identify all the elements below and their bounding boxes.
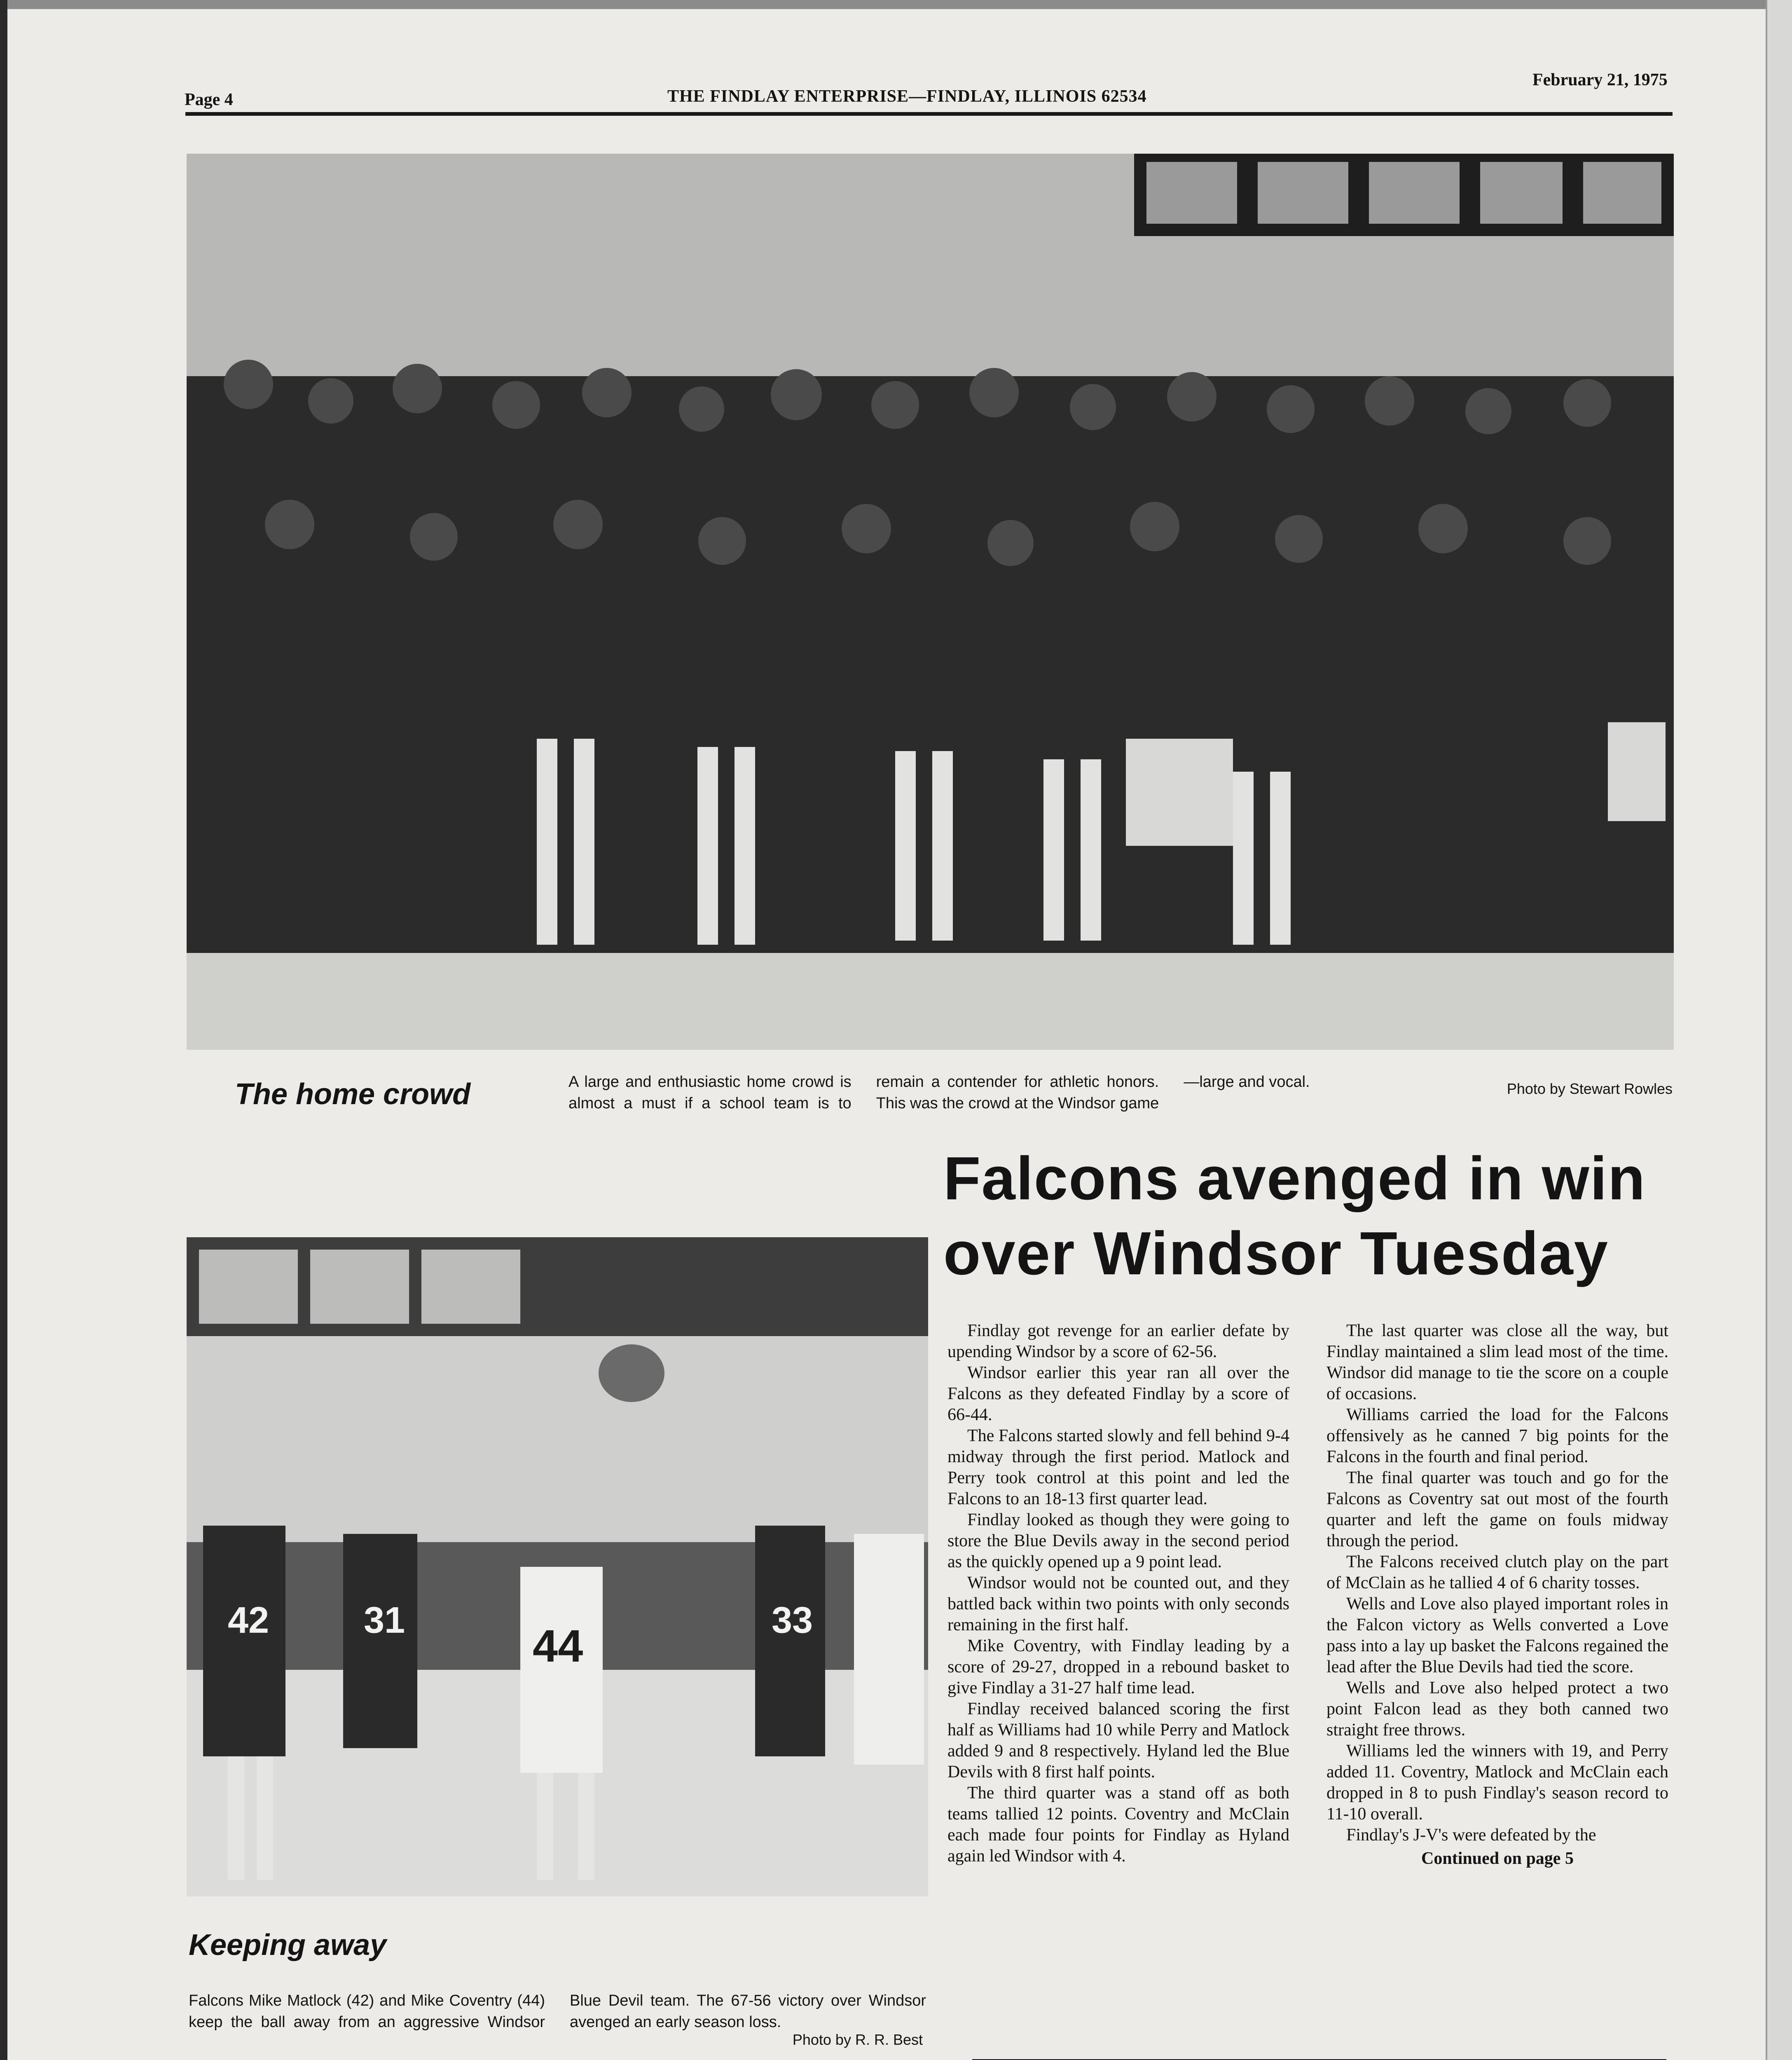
masthead-rule: [185, 112, 1673, 116]
col2-paragraph: The final quarter was touch and go for the Falcons as Coventry sat out most of the fourth quarter and left the game on fouls midway through the period.: [1326, 1468, 1668, 1550]
page-right-edge: [1766, 0, 1792, 2060]
col1-paragraph: Mike Coventry, with Findlay leading by a score of 29-27, dropped in a rebound basket to give Findlay a 31-27 half time lead.: [947, 1636, 1289, 1697]
headline-line-1: Falcons avenged in win: [943, 1145, 1646, 1213]
col1-paragraph: Windsor earlier this year ran all over the Falcons as they defeated Findlay by a score of 66-44.: [947, 1363, 1289, 1424]
paper-name: THE FINDLAY ENTERPRISE—FINDLAY, ILLINOIS 62534: [667, 87, 1147, 106]
col2-paragraph: Findlay's J-V's were defeated by the: [1346, 1826, 1596, 1845]
page-number: Page 4: [185, 90, 233, 109]
col2-paragraph: The last quarter was close all the way, but Findlay maintained a slim lead most of the time. Windsor did manage to tie the score on a couple of occasions.: [1326, 1321, 1668, 1403]
col2-paragraph: Wells and Love also helped protect a two point Falcon lead as they both canned two straight free throws.: [1326, 1678, 1668, 1739]
headline-line-2: over Windsor Tuesday: [943, 1220, 1609, 1288]
col2-paragraph: Wells and Love also played important roles in the Falcon victory as Wells converted a Love pass into a lay up basket the Falcons regained the lead after the Blue Devils had tied the score.: [1326, 1594, 1668, 1676]
jersey-number-c: 33: [772, 1600, 813, 1641]
home-crowd-credit: Photo by Stewart Rowles: [1507, 1080, 1673, 1097]
col2-paragraph: The Falcons received clutch play on the part of McClain as he tallied 4 of 6 charity tosses.: [1326, 1552, 1668, 1592]
article-column-1: [947, 1320, 1289, 1867]
keeping-away-photo: [187, 1237, 928, 1896]
page-left-edge: [0, 0, 7, 2060]
home-crowd-title: The home crowd: [235, 1078, 471, 1111]
page-top-edge: [0, 0, 1792, 9]
col1-paragraph: Findlay received balanced scoring the first half as Williams had 10 while Perry and Matlock added 9 and 8 respectively. Hyland led the Blue Devils with 8 first half points.: [947, 1700, 1289, 1781]
jersey-number-a: 42: [228, 1600, 269, 1641]
article-headline: [943, 1141, 1685, 1291]
col2-paragraph: Williams carried the load for the Falcons offensively as he canned 7 big points for the Falcons in the fourth and final period.: [1326, 1405, 1668, 1466]
keeping-away-credit: Photo by R. R. Best: [792, 2031, 923, 2048]
keeping-away-caption: Falcons Mike Matlock (42) and Mike Coventry (44) keep the ball away from an aggressive Windsor Blue Devil team. The 67-56 victory over Windsor avenged an early season loss.: [189, 1992, 926, 2031]
col1-paragraph: Findlay got revenge for an earlier defate by upending Windsor by a score of 62-56.: [947, 1321, 1289, 1361]
col1-paragraph: Windsor would not be counted out, and they battled back within two points with only seconds remaining in the first half.: [947, 1573, 1289, 1634]
article-column-2: [1326, 1320, 1668, 1869]
home-crowd-photo: [187, 154, 1674, 1050]
keeping-away-title: Keeping away: [189, 1929, 387, 1962]
col1-paragraph: The Falcons started slowly and fell behind 9-4 midway through the first period. Matlock and Perry took control at this point and led the Falcons to an 18-13 first quarter lead.: [947, 1426, 1289, 1508]
home-crowd-caption: A large and enthusiastic home crowd is almost a must if a school team is to remain a contender for athletic honors. This was the crowd at the Windsor game—large and vocal.: [568, 1073, 1310, 1112]
jersey-number-d: 44: [533, 1621, 583, 1671]
jersey-number-b: 31: [364, 1600, 405, 1641]
col1-paragraph: The third quarter was a stand off as both teams tallied 12 points. Coventry and McClain each made four points for Findlay as Hyland again led Windsor with 4.: [947, 1784, 1289, 1866]
col2-paragraph: Williams led the winners with 19, and Perry added 11. Coventry, Matlock and McClain each dropped in 8 to push Findlay's season record to 11-10 overall.: [1326, 1742, 1668, 1824]
issue-date: February 21, 1975: [1532, 70, 1668, 89]
col1-paragraph: Findlay looked as though they were going to store the Blue Devils away in the second period as the quickly opened up a 9 point lead.: [947, 1510, 1289, 1571]
continued-note: Continued on page 5: [1421, 1849, 1574, 1868]
